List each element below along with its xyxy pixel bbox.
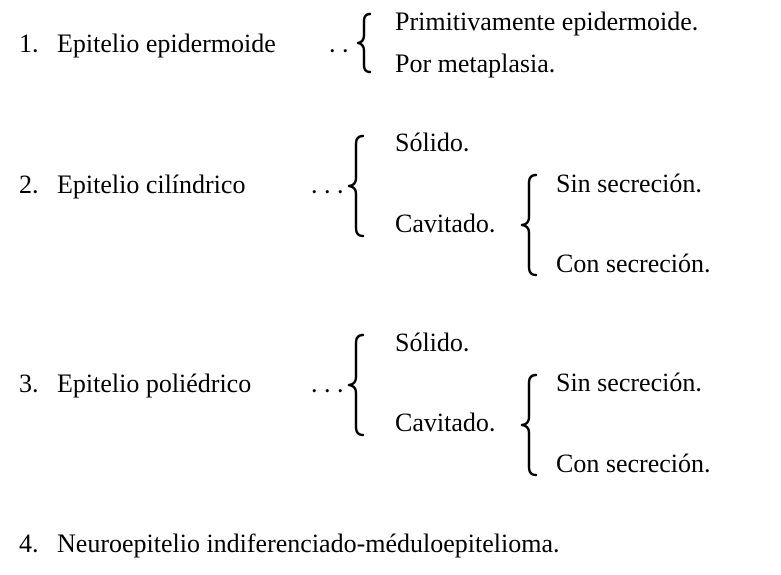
sub-branch-label: Con secreción. [556,249,711,278]
branch-label: Por metaplasia. [395,49,556,78]
branch-label: Sólido. [395,128,470,157]
item-number: 3. [19,369,39,398]
branch-label: Cavitado. [395,408,496,437]
branch-label: Sólido. [395,328,470,357]
item-number: 1. [19,29,39,58]
sub-branch-label: Con secreción. [556,449,711,478]
left-brace-icon [516,373,542,477]
left-brace-icon [516,173,542,277]
leader-dots: . . [329,29,349,58]
item-number: 4. [19,529,39,558]
item-number: 2. [19,170,39,199]
left-brace-icon [353,12,377,74]
left-brace-icon [343,134,369,238]
item-label: Neuroepitelio indiferenciado-méduloepitelioma. [57,529,560,558]
leader-dots: . . . [311,369,344,398]
item-label: Epitelio poliédrico [57,369,252,398]
item-label: Epitelio cilíndrico [57,170,246,199]
item-label: Epitelio epidermoide [57,29,276,58]
branch-label: Cavitado. [395,209,496,238]
sub-branch-label: Sin secreción. [556,169,702,198]
sub-branch-label: Sin secreción. [556,368,702,397]
left-brace-icon [343,333,369,437]
leader-dots: . . . [311,170,344,199]
branch-label: Primitivamente epidermoide. [395,7,699,36]
